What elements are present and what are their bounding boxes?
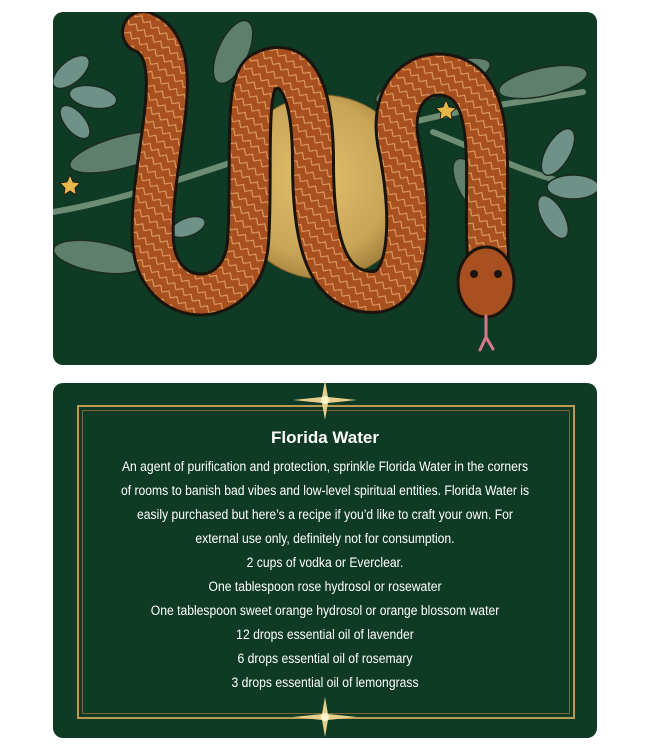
recipe-content bbox=[79, 427, 571, 695]
ingredient-list bbox=[79, 551, 571, 695]
illustration-card bbox=[53, 12, 597, 365]
ingredient-line: 12 drops essential oil of lavender bbox=[236, 627, 414, 642]
recipe-description: An agent of purification and protection, sprinkle Florida Water in the corners of rooms to banish bad vibes and low-level spiritual entities. Florida Water is easily purchased but here’s a recipe if you’d like to craft your own. For external use only, definitely not for consumption. bbox=[120, 459, 530, 546]
ingredient-line: One tablespoon sweet orange hydrosol or orange blossom water bbox=[150, 603, 500, 618]
snake-moon-illustration bbox=[53, 12, 597, 365]
ingredient-line: 2 cups of vodka or Everclear. bbox=[246, 555, 404, 570]
sparkle-star-icon bbox=[293, 380, 357, 420]
recipe-card bbox=[53, 383, 597, 738]
recipe-title: Florida Water bbox=[271, 428, 379, 447]
ingredient-line: 3 drops essential oil of lemongrass bbox=[231, 675, 419, 690]
ingredient-line: One tablespoon rose hydrosol or rosewater bbox=[208, 579, 442, 594]
ingredient-line: 6 drops essential oil of rosemary bbox=[237, 651, 413, 666]
sparkle-star-icon bbox=[293, 697, 357, 737]
snake-icon bbox=[143, 32, 514, 350]
